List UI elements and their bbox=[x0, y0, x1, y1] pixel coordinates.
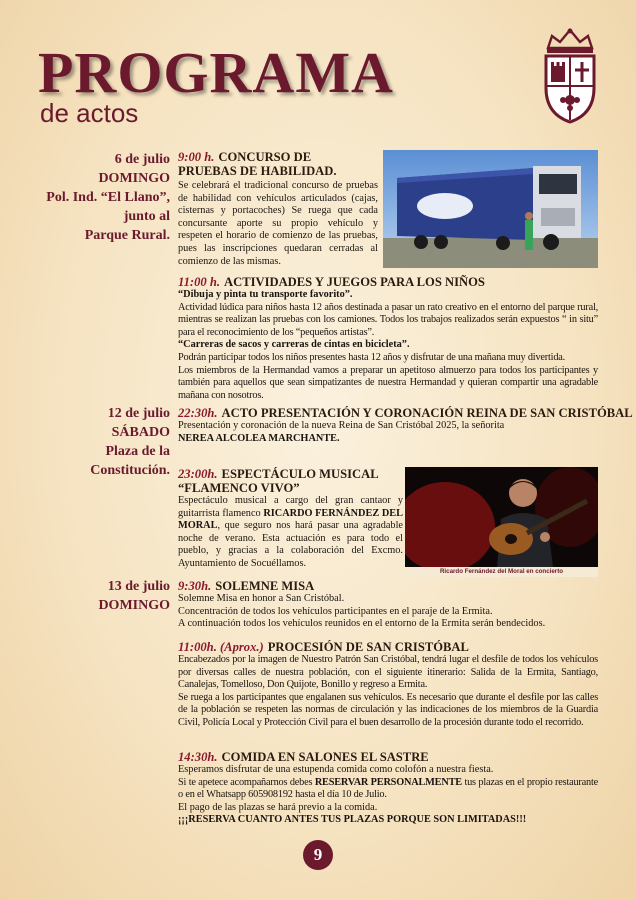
event-time: 23:00h. bbox=[178, 467, 218, 481]
event-description: , que seguro nos hará pasar una agradable noche de verano. Esta actuación es para todo el pueblo, y gracias a la colaboración del Excmo. Ayuntamiento de Socuéllamos. bbox=[178, 520, 403, 569]
photo-caption: Ricardo Fernández del Moral en concierto bbox=[405, 567, 598, 577]
event-misa bbox=[178, 579, 598, 631]
event-description: El pago de las plazas se hará previo a la comida. bbox=[178, 801, 378, 813]
event-description: Solemne Misa en honor a San Cristóbal. bbox=[178, 593, 345, 604]
truck-photo bbox=[383, 150, 598, 268]
page-title: PROGRAMA bbox=[38, 40, 394, 105]
coat-of-arms-icon bbox=[540, 26, 600, 124]
event-title: ACTIVIDADES Y JUEGOS PARA LOS NIÑOS bbox=[224, 275, 485, 289]
reservation-notice: RESERVAR PERSONALMENTE bbox=[314, 776, 462, 788]
event-description: Se celebrará el tradicional concurso de pruebas de habilidad con vehículos articulados (cajas, cisternas y portacoches) Se ruega que cada concursante aporte su propio vehículo y respeten el horario de comienzo de las pruebas, pues las inscripciones quedaran cerradas al comienzo de las mismas. bbox=[178, 180, 378, 267]
event-actividades-ninos bbox=[178, 275, 598, 402]
event-description: Los miembros de la Hermandad vamos a preparar un apetitoso almuerzo para todos los participantes y también para aquellos que sean simpatizantes de nuestra Hermandad y quieran compartir una agradable mañana con nosotros. bbox=[178, 364, 598, 401]
event-description: Actividad lúdica para niños hasta 12 años destinada a pasar un rato creativo en el entorno del parque rural, mientras se realizan las pruebas con los camiones. Todos los trabajos realizados serán expuestos “ in situ” para el reconocimiento de los “pequeños artistas”. bbox=[178, 301, 598, 338]
day-label-july-12 bbox=[0, 404, 170, 480]
event-description: Se ruega a los participantes que engalanen sus vehículos. Es necesario que durante el desfile por las calles de la población se respeten las normas de circulación y las indicaciones de los miembros de la Guardia Civil, Policía Local y Protección Civil para el buen desarrollo de la procesión durante todo el recorrido. bbox=[178, 691, 598, 728]
activity-title: “Carreras de sacos y carreras de cintas en bicicleta”. bbox=[178, 339, 410, 351]
day-place: Plaza de la bbox=[105, 444, 170, 459]
flamenco-photo bbox=[405, 467, 598, 567]
event-time: 11:00 h. bbox=[178, 275, 220, 289]
event-title: PRUEBAS DE HABILIDAD. bbox=[178, 164, 337, 178]
page-subtitle: de actos bbox=[40, 98, 139, 128]
event-comida bbox=[178, 750, 598, 827]
event-title: CONCURSO DE bbox=[218, 150, 312, 164]
event-description: tus plazas en el propio restaurante o en el Whatsapp 605908192 hasta el día 10 de Julio. bbox=[178, 776, 599, 801]
day-place: junto al bbox=[123, 209, 170, 224]
day-weekday: DOMINGO bbox=[98, 598, 170, 613]
event-time: 11:00h. (Aprox.) bbox=[178, 640, 264, 654]
event-description: Si te apetece acompañarnos debes bbox=[178, 776, 313, 788]
event-title: “FLAMENCO VIVO” bbox=[178, 481, 300, 495]
day-place: Parque Rural. bbox=[84, 228, 170, 243]
day-label-july-6 bbox=[0, 150, 170, 245]
event-description: Concentración de todos los vehículos participantes en el paraje de la Ermita. bbox=[178, 605, 493, 617]
day-weekday: SÁBADO bbox=[111, 425, 170, 440]
reservation-alert: ¡¡¡RESERVA CUANTO ANTES TUS PLAZAS PORQUE SON LIMITADAS!!! bbox=[178, 814, 527, 826]
event-description: A continuación todos los vehículos reunidos en el entorno de la Ermita serán bendecidos. bbox=[178, 618, 546, 630]
event-title: COMIDA EN SALONES EL SASTRE bbox=[221, 750, 429, 764]
event-time: 9:00 h. bbox=[178, 150, 215, 164]
event-time: 22:30h. bbox=[178, 406, 218, 420]
event-title: PROCESIÓN DE SAN CRISTÓBAL bbox=[267, 640, 469, 654]
event-title: ESPECTÁCULO MUSICAL bbox=[221, 467, 379, 481]
day-date: 13 de julio bbox=[107, 579, 170, 594]
artist-name: RICARDO FERNÁNDEZ DEL MORAL bbox=[178, 507, 403, 532]
queen-name: NEREA ALCOLEA MARCHANTE. bbox=[178, 432, 340, 444]
event-coronacion bbox=[178, 406, 633, 445]
day-weekday: DOMINGO bbox=[98, 171, 170, 186]
page-number: 9 bbox=[303, 840, 333, 870]
day-place: Pol. Ind. “El Llano”, bbox=[46, 190, 170, 205]
event-title: SOLEMNE MISA bbox=[215, 579, 315, 593]
event-description: Esperamos disfrutar de una estupenda comida como colofón a nuestra fiesta. bbox=[178, 764, 494, 775]
day-date: 12 de julio bbox=[107, 406, 170, 421]
day-place: Constitución. bbox=[90, 463, 170, 478]
event-time: 9:30h. bbox=[178, 579, 212, 593]
event-description: Espectáculo musical a cargo del gran cantaor y guitarrista flamenco bbox=[178, 495, 403, 519]
event-description: Encabezados por la imagen de Nuestro Patrón San Cristóbal, tendrá lugar el desfile de todos los vehículos por diversas calles de nuestra población, con el siguiente itinerario: Salida de la Ermita, Santiago, Canalejas, Tomelloso, Don Quijote, Bonillo y regreso a Ermita. bbox=[178, 654, 598, 691]
activity-title: “Dibuja y pinta tu transporte favorito”. bbox=[178, 289, 353, 300]
event-time: 14:30h. bbox=[178, 750, 218, 764]
event-procesion bbox=[178, 640, 598, 730]
event-description: Podrán participar todos los niños presentes hasta 12 años y disfrutar de una mañana muy divertida. bbox=[178, 351, 566, 363]
day-date: 6 de julio bbox=[114, 152, 170, 167]
day-label-july-13 bbox=[0, 577, 170, 615]
event-title: ACTO PRESENTACIÓN Y CORONACIÓN REINA DE SAN CRISTÓBAL bbox=[221, 406, 633, 420]
event-description: Presentación y coronación de la nueva Reina de San Cristóbal 2025, la señorita bbox=[178, 420, 505, 431]
